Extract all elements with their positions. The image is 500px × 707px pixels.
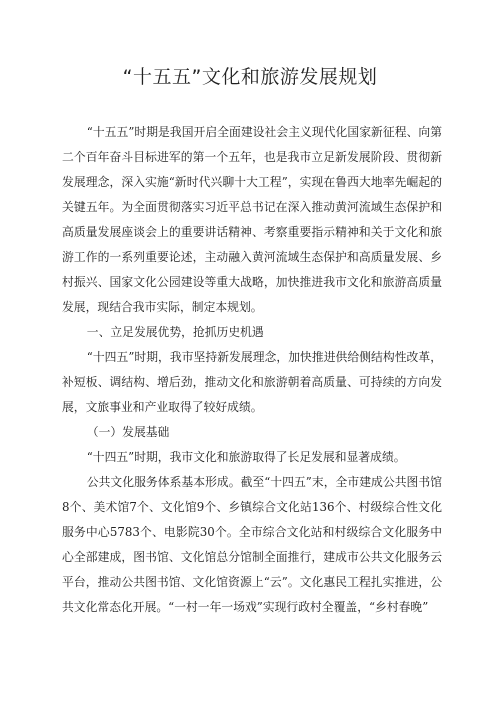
intro-paragraph: “十五五”时期是我国开启全面建设社会主义现代化国家新征程、向第二个百年奋斗目标进军的第一个五年，也是我市立足新发展阶段、贯彻新发展理念，深入实施“新时代兴聊十大工程”，实现在鲁西大地率先崛起的关键五年。为全面贯彻落实习近平总书记在深入推动黄河流域生态保护和高质量发展座谈会上的重要讲话精神、考察重要指示精神和关于文化和旅游工作的一系列重要论述，主动融入黄河流域生态保护和高质量发展、乡村振兴、国家文化公园建设等重大战略，加快推进我市文化和旅游高质量发展，现结合我市实际，制定本规划。 (62, 125, 442, 314)
public-culture-paragraph: 公共文化服务体系基本形成。截至“十四五”末，全市建成公共图书馆8个、美术馆7个、文化馆9个、乡镇综合文化站136个、村级综合性文化服务中心5783个、电影院30个。全市综合文化站和村级综合文化服务中心全部建成，图书馆、文化馆总分馆制全面推行，建成市公共文化服务云平台，推动公共图书馆、文化馆资源上“云”。文化惠民工程扎实推进，公共文化常态化开展。“一村一年一场戏”实现行政村全覆盖，“乡村春晚” (62, 475, 442, 614)
section-1-paragraph: “十四五”时期，我市坚持新发展理念，加快推进供给侧结构性改革，补短板、调结构、增后劲，推动文化和旅游朝着高质量、可持续的方向发展，文旅事业和产业取得了较好成绩。 (62, 350, 442, 414)
document-body (62, 120, 442, 620)
section-heading-1: 一、立足发展优势，抢抓历史机遇 (86, 325, 264, 339)
subsection-heading-development-basis: （一）发展基础 (86, 425, 170, 439)
document-title: “十五五”文化和旅游发展规划 (122, 66, 378, 88)
subsection-1-paragraph: “十四五”时期，我市文化和旅游取得了长足发展和显著成绩。 (86, 450, 406, 464)
